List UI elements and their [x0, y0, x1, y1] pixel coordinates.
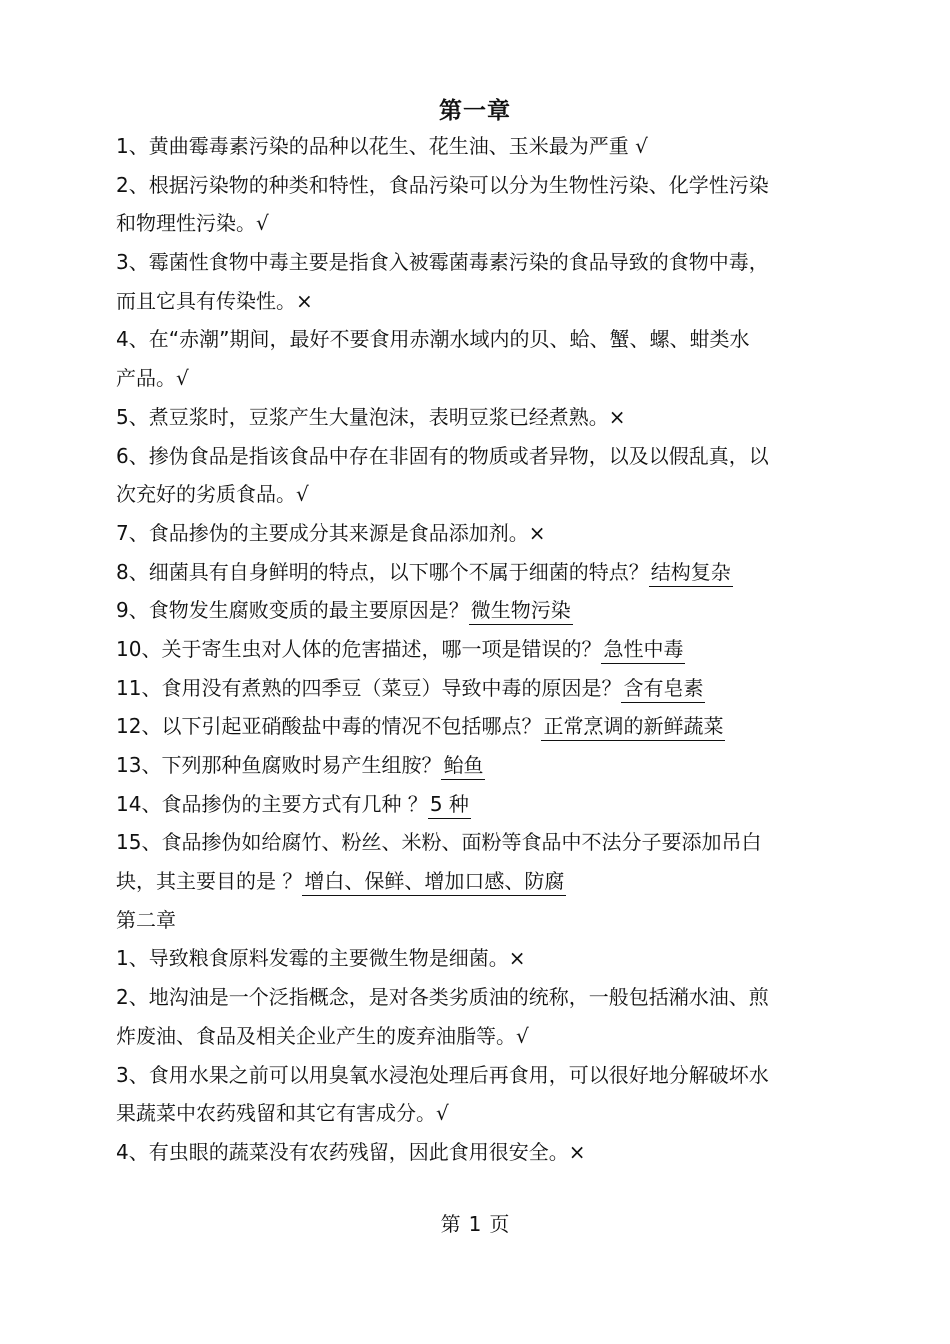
ch1-item-5: 5、煮豆浆时，豆浆产生大量泡沫，表明豆浆已经煮熟。×: [116, 404, 626, 429]
ch1-item-10: [116, 630, 850, 669]
ch1-item-2-line-2: 和物理性污染。√: [116, 211, 269, 236]
ch1-item-1: 1、黄曲霉毒素污染的品种以花生、花生油、玉米最为严重 √: [116, 134, 648, 158]
ch1-item-15-line-2: [116, 862, 850, 901]
ch1-item-6-line-2: 次充好的劣质食品。√: [116, 482, 309, 507]
ch1-item-3-line-1: 3、霉菌性食物中毒主要是指食入被霉菌毒素污染的食品导致的食物中毒，: [116, 250, 769, 275]
page-number: 1: [468, 1212, 482, 1236]
chapter1-title: 第一章: [439, 98, 511, 124]
question-text: 9、食物发生腐败变质的最主要原因是？: [116, 598, 469, 623]
ch1-item-13: [116, 746, 850, 785]
ch1-item-15-line-1: 15、食品掺伪如给腐竹、粉丝、米粉、面粉等食品中不法分子要添加吊白: [116, 830, 762, 855]
ch1-item-12: [116, 707, 850, 746]
ch1-item-14: [116, 785, 850, 824]
question-text: 12、以下引起亚硝酸盐中毒的情况不包括哪点？: [116, 714, 542, 739]
question-text: 13、下列那种鱼腐败时易产生组胺？: [116, 753, 442, 777]
answer-underlined: 急性中毒: [601, 635, 685, 664]
ch2-item-1: 1、导致粮食原料发霉的主要微生物是细菌。×: [116, 946, 526, 971]
ch1-item-9: [116, 591, 850, 630]
answer-underlined: 鲐鱼: [441, 751, 485, 780]
answer-underlined: 结构复杂: [649, 558, 733, 587]
ch1-item-7: 7、食品掺伪的主要成分其来源是食品添加剂。×: [116, 520, 546, 545]
answer-underlined: 5 种: [428, 790, 471, 819]
ch2-item-4: 4、有虫眼的蔬菜没有农药残留，因此食用很安全。×: [116, 1139, 586, 1164]
question-text: 8、细菌具有自身鲜明的特点，以下哪个不属于细菌的特点？: [116, 559, 649, 584]
ch1-item-11: [116, 669, 850, 708]
question-text: 14、食品掺伪的主要方式有几种 ？: [116, 791, 428, 816]
answer-underlined: 增白、保鲜、增加口感、防腐: [302, 867, 566, 896]
footer-prefix: 第: [440, 1212, 461, 1236]
ch2-item-2-line-2: 炸废油、食品及相关企业产生的废弃油脂等。√: [116, 1023, 529, 1048]
footer-suffix: 页: [489, 1212, 510, 1236]
ch2-item-3-line-1: 3、食用水果之前可以用臭氧水浸泡处理后再食用，可以很好地分解破坏水: [116, 1062, 769, 1087]
ch1-item-4-line-2: 产品。√: [116, 366, 189, 391]
document-body: [116, 127, 850, 1172]
question-text: 块，其主要目的是 ？: [116, 869, 303, 894]
ch1-item-6-line-1: 6、掺伪食品是指该食品中存在非固有的物质或者异物，以及以假乱真，以: [116, 443, 769, 468]
ch1-item-4-line-1: 4、在“赤潮”期间，最好不要食用赤潮水域内的贝、蛤、蟹、螺、蚶类水: [116, 327, 750, 352]
ch2-item-2-line-1: 2、地沟油是一个泛指概念，是对各类劣质油的统称，一般包括潲水油、煎: [116, 985, 769, 1010]
chapter2-title: 第二章: [116, 907, 176, 932]
ch2-item-3-line-2: 果蔬菜中农药残留和其它有害成分。√: [116, 1101, 449, 1126]
answer-underlined: 含有皂素: [621, 674, 705, 703]
page-footer: [0, 1208, 950, 1237]
answer-underlined: 微生物污染: [469, 596, 573, 625]
question-text: 11、食用没有煮熟的四季豆（菜豆）导致中毒的原因是？: [116, 675, 622, 700]
question-text: 10、关于寄生虫对人体的危害描述，哪一项是错误的？: [116, 636, 602, 661]
ch1-item-2-line-1: 2、根据污染物的种类和特性，食品污染可以分为生物性污染、化学性污染: [116, 172, 769, 197]
answer-underlined: 正常烹调的新鲜蔬菜: [541, 712, 725, 741]
ch1-item-8: [116, 553, 850, 592]
ch1-item-3-line-2: 而且它具有传染性。×: [116, 288, 313, 313]
